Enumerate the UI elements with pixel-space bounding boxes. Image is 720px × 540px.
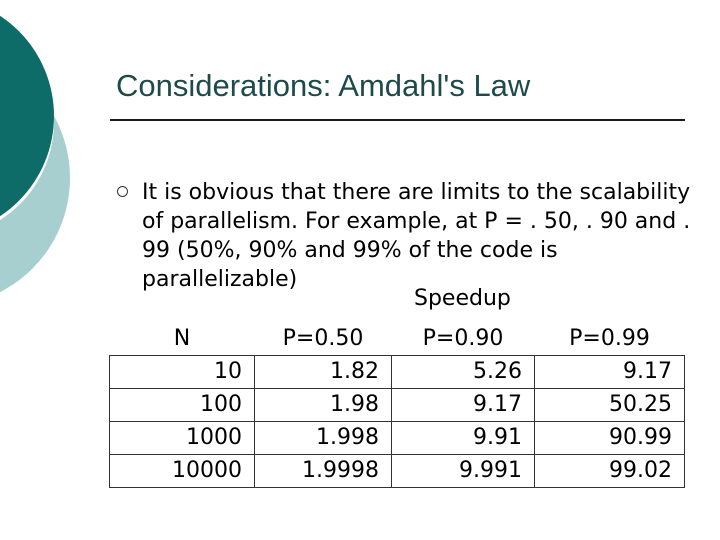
table-row: [110, 388, 685, 421]
table-cell: 50.25: [535, 388, 685, 421]
table-row: [110, 454, 685, 487]
table-cell: 1.98: [255, 388, 392, 421]
speedup-label: Speedup: [414, 286, 511, 311]
slide-title: Considerations: Amdahl's Law: [116, 68, 531, 103]
table-cell: 100: [110, 388, 255, 421]
table-cell: 1.998: [255, 421, 392, 454]
table-cell: 1.82: [255, 355, 392, 388]
table-cell: 9.17: [535, 355, 685, 388]
table-header-cell: P=0.99: [569, 325, 650, 351]
decorative-circles: [0, 0, 90, 300]
table-cell: 90.99: [535, 421, 685, 454]
title-divider: [110, 119, 685, 121]
bullet-circle-icon: [117, 186, 128, 197]
speedup-table: [109, 322, 685, 488]
table-cell: 10000: [110, 454, 255, 487]
table-cell: 9.91: [392, 421, 535, 454]
table-cell: 5.26: [392, 355, 535, 388]
table-cell: 99.02: [535, 454, 685, 487]
table-cell: 1000: [110, 421, 255, 454]
table-header-row: [110, 322, 685, 355]
table-header-cell: P=0.50: [282, 325, 364, 351]
table-cell: 10: [110, 355, 255, 388]
table-cell: 1.9998: [255, 454, 392, 487]
table-header-cell: P=0.90: [422, 325, 504, 351]
table-row: [110, 355, 685, 388]
bullet-text: It is obvious that there are limits to the scalability of parallelism. For example, at P = . 50, . 90 and . 99 (50%, 90% and 99% of the code is parallelizable): [142, 180, 691, 292]
table-row: [110, 421, 685, 454]
table-cell: 9.991: [392, 454, 535, 487]
table-cell: 9.17: [392, 388, 535, 421]
table-header-cell: N: [173, 325, 191, 351]
